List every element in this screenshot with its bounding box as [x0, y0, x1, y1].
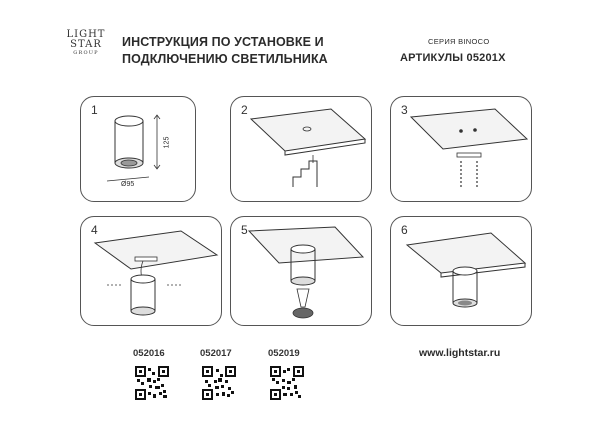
step-1-panel: [80, 96, 196, 202]
logo-line-3: GROUP: [73, 50, 99, 56]
installed-luminaire-illustration: [391, 217, 531, 325]
logo-line-2: STAR: [70, 39, 102, 50]
logo-line-1: LIGHT: [66, 29, 106, 40]
article-code-3: 052019: [268, 348, 300, 359]
qr-code-052016: [135, 366, 169, 400]
step-3-number: 3: [401, 103, 408, 117]
title-line-1: ИНСТРУКЦИЯ ПО УСТАНОВКЕ И: [122, 35, 324, 49]
step-1-number: 1: [91, 103, 98, 117]
diameter-dimension: Ø95: [121, 181, 135, 188]
qr-code-052017: [202, 366, 236, 400]
step-5-panel: [230, 216, 372, 326]
qr-code-052019: [270, 366, 304, 400]
articles-label: АРТИКУЛЫ 05201X: [400, 52, 506, 64]
step-6-number: 6: [401, 223, 408, 237]
lamp-insertion-illustration: [231, 217, 371, 325]
step-2-number: 2: [241, 103, 248, 117]
title-line-2: ПОДКЛЮЧЕНИЮ СВЕТИЛЬНИКА: [122, 52, 328, 66]
step-4-panel: [80, 216, 222, 326]
website-link[interactable]: www.lightstar.ru: [419, 347, 501, 359]
luminaire-dimensions-illustration: [81, 97, 195, 201]
series-label: СЕРИЯ BINOCO: [428, 37, 490, 46]
step-5-number: 5: [241, 223, 248, 237]
step-6-panel: [390, 216, 532, 326]
document-title: [122, 34, 328, 68]
brand-logo: [64, 30, 108, 57]
wiring-connection-illustration: [81, 217, 221, 325]
article-code-2: 052017: [200, 348, 232, 359]
step-2-panel: [230, 96, 372, 202]
bracket-mounting-illustration: [391, 97, 531, 201]
article-code-1: 052016: [133, 348, 165, 359]
height-dimension: 125: [163, 136, 171, 149]
step-4-number: 4: [91, 223, 98, 237]
ceiling-drilling-illustration: [231, 97, 371, 201]
step-3-panel: [390, 96, 532, 202]
